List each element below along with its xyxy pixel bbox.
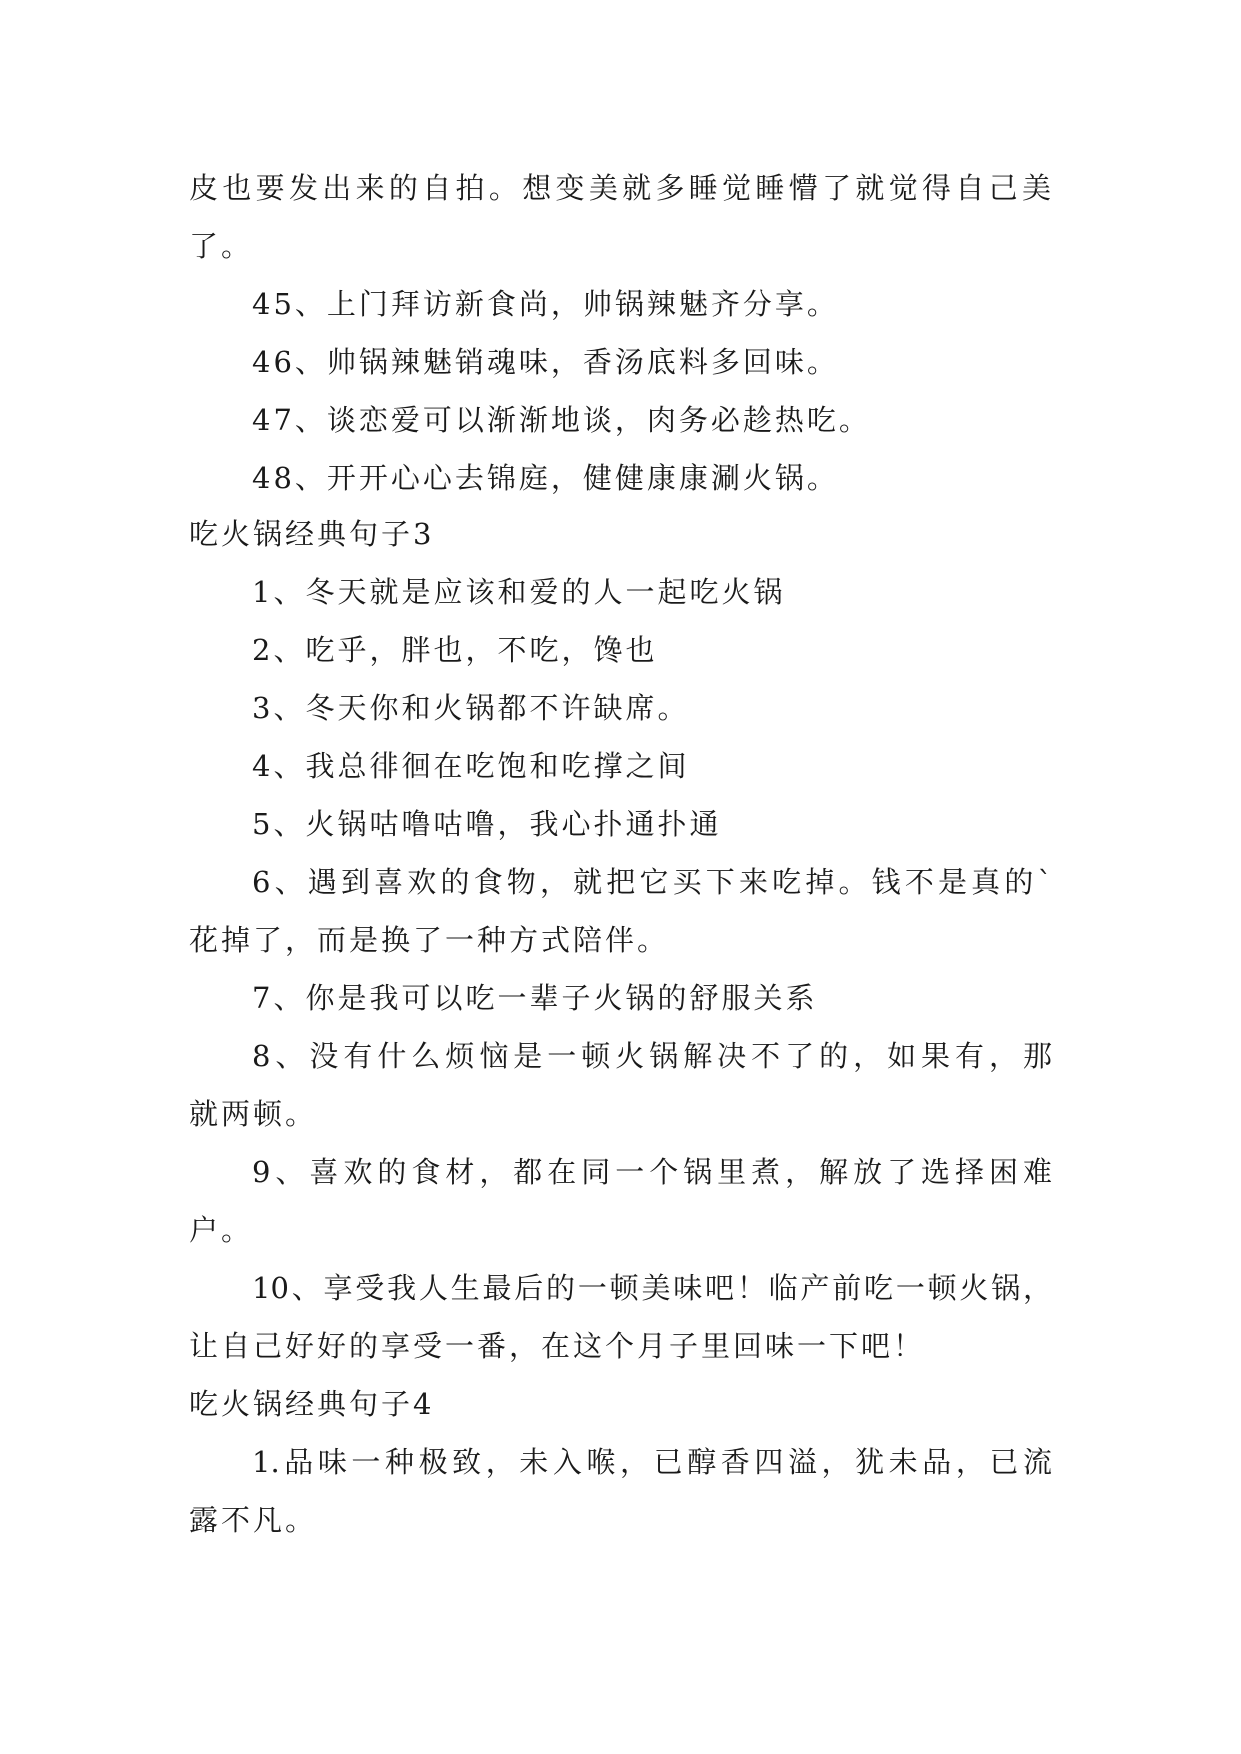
paragraph-line: 花掉了，而是换了一种方式陪伴。 — [189, 923, 670, 957]
list-item: 45、上门拜访新食尚，帅锅辣魅齐分享。 — [252, 287, 839, 321]
list-item: 1、冬天就是应该和爱的人一起吃火锅 — [252, 575, 786, 609]
list-item: 9、喜欢的食材，都在同一个锅里煮，解放了选择困难 — [252, 1155, 1052, 1189]
paragraph-line: 露不凡。 — [189, 1503, 318, 1537]
list-item: 8、没有什么烦恼是一顿火锅解决不了的，如果有，那 — [252, 1039, 1052, 1073]
list-item: 5、火锅咕噜咕噜，我心扑通扑通 — [252, 807, 722, 841]
list-item: 6、遇到喜欢的食物，就把它买下来吃掉。钱不是真的` — [252, 865, 1052, 899]
list-item: 7、你是我可以吃一辈子火锅的舒服关系 — [252, 981, 818, 1015]
list-item: 4、我总徘徊在吃饱和吃撑之间 — [252, 749, 690, 783]
section-heading: 吃火锅经典句子4 — [189, 1387, 435, 1421]
paragraph-line: 就两顿。 — [189, 1097, 318, 1131]
list-item: 10、享受我人生最后的一顿美味吧！临产前吃一顿火锅， — [252, 1271, 1052, 1305]
paragraph-line: 了。 — [189, 229, 254, 263]
list-item: 2、吃乎，胖也，不吃，馋也 — [252, 633, 658, 667]
list-item: 47、谈恋爱可以渐渐地谈，肉务必趁热吃。 — [252, 403, 871, 437]
paragraph-line: 让自己好好的享受一番，在这个月子里回味一下吧！ — [189, 1329, 926, 1363]
paragraph-line: 户。 — [189, 1213, 254, 1247]
list-item: 3、冬天你和火锅都不许缺席。 — [252, 691, 690, 725]
section-heading: 吃火锅经典句子3 — [189, 517, 435, 551]
paragraph-line: 皮也要发出来的自拍。想变美就多睡觉睡懵了就觉得自己美 — [189, 171, 1051, 205]
list-item: 48、开开心心去锦庭，健健康康涮火锅。 — [252, 461, 839, 495]
list-item: 46、帅锅辣魅销魂味，香汤底料多回味。 — [252, 345, 839, 379]
list-item: 1.品味一种极致，未入喉，已醇香四溢，犹未品，已流 — [252, 1445, 1052, 1479]
